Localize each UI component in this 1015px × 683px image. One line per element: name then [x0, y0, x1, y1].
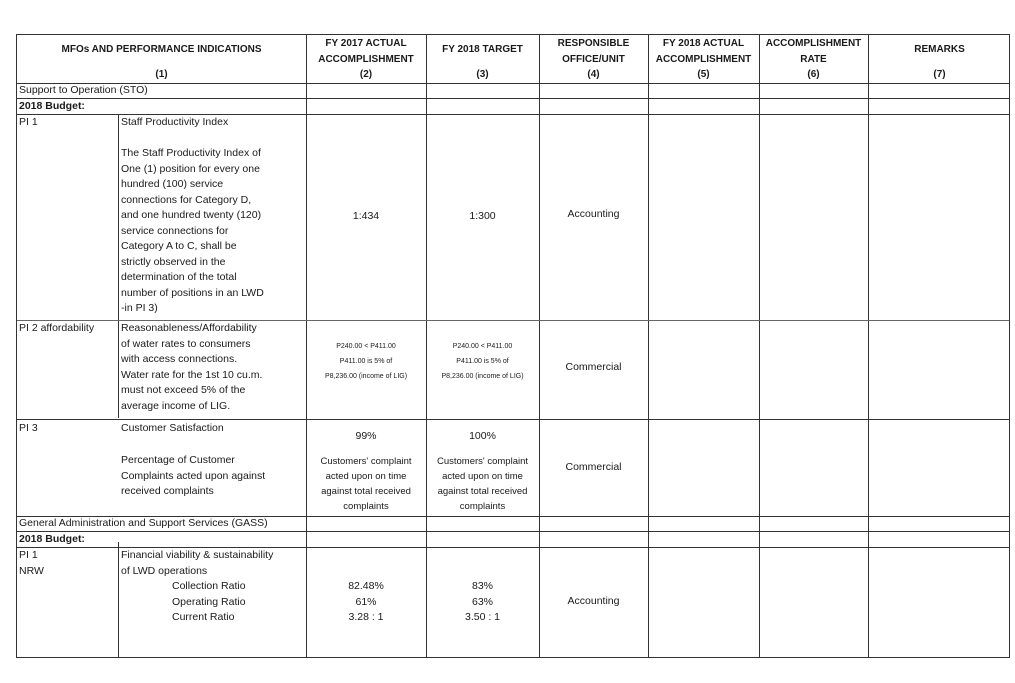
col5-number: (5) — [697, 69, 710, 80]
row-divider — [17, 419, 1009, 420]
col4-header-line2: OFFICE/UNIT — [562, 54, 625, 65]
budget-label: 2018 Budget: — [19, 100, 85, 112]
responsible-office: Commercial — [565, 461, 622, 473]
col6-number: (6) — [807, 69, 820, 80]
col3-header: FY 2018 TARGET — [442, 44, 523, 55]
section-title: General Administration and Support Services (GASS) — [19, 517, 268, 529]
responsible-office: Accounting — [567, 595, 620, 607]
col7-number: (7) — [933, 69, 946, 80]
col5-header-line1: FY 2018 ACTUAL — [662, 38, 745, 49]
fy2018-target: P240.00 < P411.00 P411.00 is 5% of P8,236.00 (income of LIG) — [441, 343, 524, 380]
pi-label: PI 1 — [19, 116, 38, 128]
performance-table — [16, 34, 1010, 658]
responsible-office: Commercial — [565, 361, 622, 373]
pi-label-divider — [118, 542, 119, 657]
pi-label: PI 2 affordability — [19, 322, 95, 334]
col6-header-line2: RATE — [800, 54, 827, 65]
fy2018-target: 1:300 — [469, 210, 496, 222]
pi-title: Staff Productivity Index — [121, 116, 229, 128]
pi-title: Customer Satisfaction — [121, 422, 224, 434]
section-title: Support to Operation (STO) — [19, 84, 148, 96]
col5-header-line2: ACCOMPLISHMENT — [655, 54, 752, 65]
pi-label: PI 3 — [19, 422, 38, 434]
ratio-labels: Collection Ratio Operating Ratio Current Ratio — [172, 580, 246, 623]
col2-header-line1: FY 2017 ACTUAL — [325, 38, 407, 49]
col6-header-line1: ACCOMPLISHMENT — [765, 38, 862, 49]
column-divider — [868, 35, 869, 657]
col7-header: REMARKS — [914, 44, 965, 55]
pi-description: Reasonableness/Affordability of water rates to consumers with access connections. Water rate for the 1st 10 cu.m. must not exceed 5% of the average income of LIG. — [121, 322, 263, 412]
column-divider — [759, 35, 760, 657]
fy2018-target: 83% 63% 3.50 : 1 — [464, 580, 501, 623]
pi-title: Financial viability & sustainability of LWD operations — [121, 549, 274, 577]
col4-header-line1: RESPONSIBLE — [557, 38, 630, 49]
row-divider — [17, 83, 1009, 84]
col3-number: (3) — [476, 69, 489, 80]
col4-number: (4) — [587, 69, 600, 80]
row-divider — [17, 98, 1009, 99]
fy2017-value: P240.00 < P411.00 P411.00 is 5% of P8,236.00 (income of LIG) — [324, 343, 408, 380]
fy2018-target-description: Customers' complaint acted upon on time against total received complaints — [436, 456, 529, 512]
budget-label: 2018 Budget: — [19, 533, 85, 545]
pi-label-divider — [118, 115, 119, 418]
col2-header-line2: ACCOMPLISHMENT — [318, 54, 414, 65]
column-divider — [648, 35, 649, 657]
col2-number: (2) — [359, 69, 373, 80]
pi-description: Percentage of Customer Complaints acted upon against received complaints — [121, 454, 266, 497]
col1-number: (1) — [155, 69, 168, 80]
fy2017-value: 1:434 — [352, 210, 380, 222]
fy2018-target: 100% — [469, 430, 496, 442]
column-divider — [539, 35, 540, 657]
fy2017-description: Customers' complaint acted upon on time against total received complaints — [320, 456, 412, 512]
pi-description: The Staff Productivity Index of One (1) position for every one hundred (100) service connections for Category D, and one hundred twenty (120) service connections for Category A to C, shall be strictly observed in the determination of the total number of positions in an LWD -in PI 3) — [121, 147, 264, 314]
pi-label: PI 1 NRW — [19, 549, 44, 577]
col1-header: MFOs AND PERFORMANCE INDICATIONS — [61, 44, 262, 55]
fy2017-value: 99% — [355, 430, 377, 442]
responsible-office: Accounting — [567, 208, 620, 220]
fy2017-value: 82.48% 61% 3.28 : 1 — [348, 580, 384, 623]
